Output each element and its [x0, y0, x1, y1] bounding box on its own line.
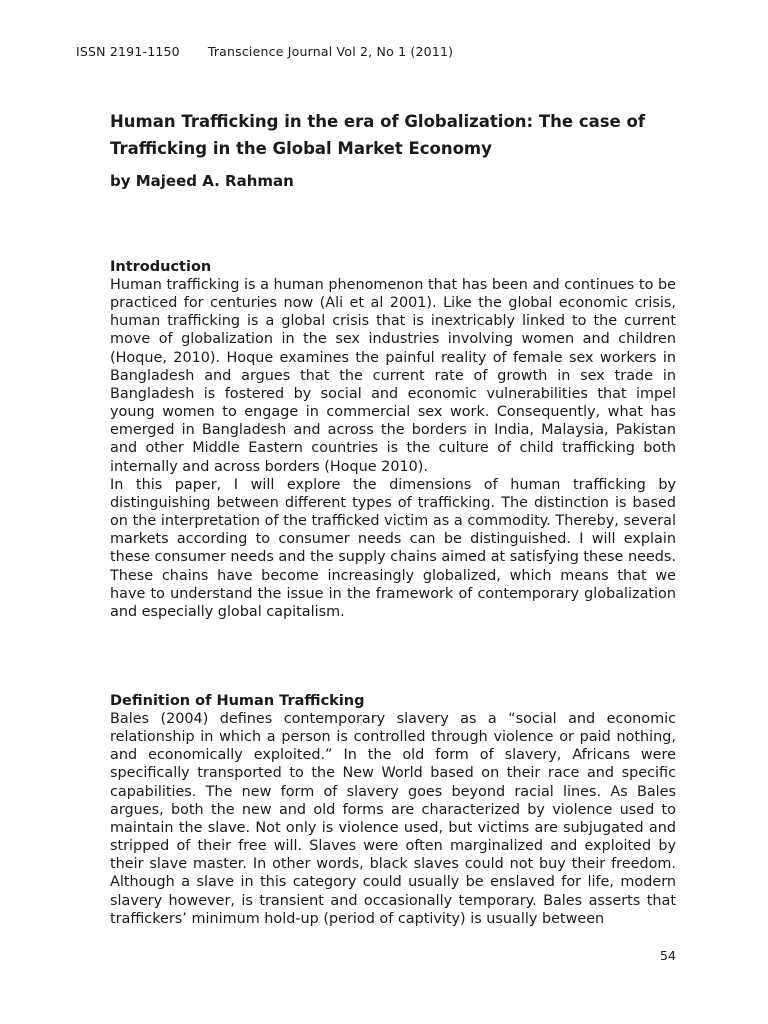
section-introduction: [110, 258, 676, 621]
section-definition: [110, 692, 676, 928]
body-paragraph: In this paper, I will explore the dimensions of human trafficking by distinguishing between different types of trafficking. The distinction is based on the interpretation of the trafficked victim as a commodity. Thereby, several markets according to consumer needs can be distinguished. I will explain these consumer needs and the supply chains aimed at satisfying these needs. These chains have become increasingly globalized, which means that we have to understand the issue in the framework of contemporary globalization and especially global capitalism.: [110, 476, 676, 620]
page-number: 54: [660, 948, 676, 963]
section-heading: Definition of Human Trafficking: [110, 693, 365, 709]
article-title: Human Trafficking in the era of Globalization: The case of Trafficking in the Global Market Economy: [110, 112, 646, 158]
author-byline: by Majeed A. Rahman: [110, 172, 294, 190]
running-header: [76, 44, 453, 59]
section-heading: Introduction: [110, 259, 212, 275]
issn-label: ISSN 2191-1150: [76, 44, 180, 59]
journal-citation: Transcience Journal Vol 2, No 1 (2011): [207, 44, 454, 59]
body-paragraph: Human trafficking is a human phenomenon that has been and continues to be practiced for centuries now (Ali et al 2001). Like the global economic crisis, human trafficking is a global crisis that is inextricably linked to the current move of globalization in the sex industries involving women and children (Hoque, 2010). Hoque examines the painful reality of female sex workers in Bangladesh and argues that the current rate of growth in sex trade in Bangladesh is fostered by social and economic vulnerabilities that impel young women to engage in commercial sex work. Consequently, what has emerged in Bangladesh and across the borders in India, Malaysia, Pakistan and other Middle Eastern countries is the culture of child trafficking both internally and across borders (Hoque 2010).: [110, 277, 676, 475]
body-paragraph: Bales (2004) defines contemporary slavery as a “social and economic relationship in which a person is controlled through violence or paid nothing, and economically exploited.” In the old form of slavery, Africans were specifically transported to the New World based on their race and specific capabilities. The new form of slavery goes beyond racial lines. As Bales argues, both the new and old forms are characterized by violence used to maintain the slave. Not only is violence used, but victims are subjugated and stripped of their free will. Slaves were often marginalized and exploited by their slave master. In other words, black slaves could not buy their freedom. Although a slave in this category could usually be enslaved for life, modern slavery however, is transient and occasionally temporary. Bales asserts that traffickers’ minimum hold-up (period of captivity) is usually between: [110, 711, 676, 927]
